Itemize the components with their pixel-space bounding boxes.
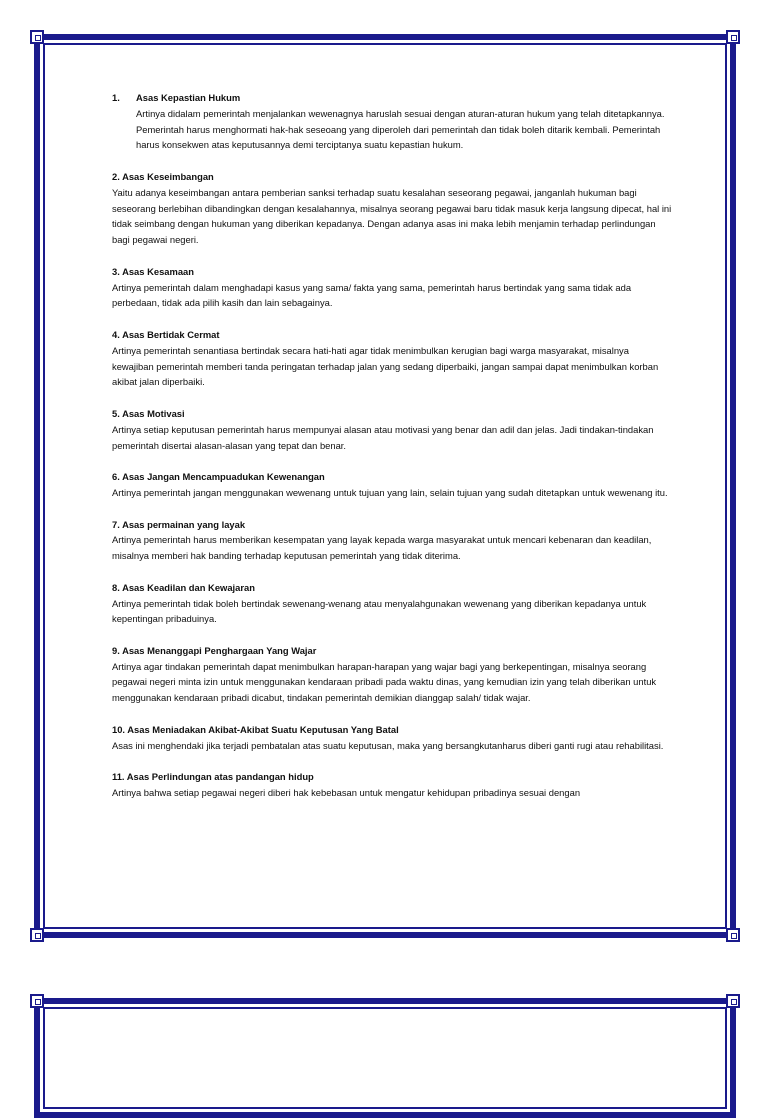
item-body: Artinya setiap keputusan pemerintah harus mempunyai alasan atau motivasi yang benar dan adil dan jelas. Jadi tindakan-tindakan pemerintah disertai alasan-alasan yang tepat dan benar. [112, 423, 654, 451]
principle-item [112, 169, 672, 248]
item-body: Artinya bahwa setiap pegawai negeri diberi hak kebebasan untuk mengatur kehidupan pribadinya sesuai dengan [112, 787, 581, 799]
corner-ornament [30, 994, 44, 1008]
item-body: Artinya pemerintah harus memberikan kesempatan yang layak kepada warga masyarakat untuk mencari kebenaran dan keadilan, misalnya memberi hak banding terhadap keputusan pemerintah yang tidak diterima. [112, 534, 652, 562]
principle-item [112, 643, 672, 706]
principle-item [112, 406, 672, 453]
page-border-inner [43, 1007, 727, 1109]
item-title: 4. Asas Bertidak Cermat [112, 328, 220, 340]
principle-item [112, 722, 672, 754]
corner-ornament [726, 928, 740, 942]
item-title: 7. Asas permainan yang layak [112, 518, 246, 530]
item-body: Artinya agar tindakan pemerintah dapat menimbulkan harapan-harapan yang wajar bagi yang berkepentingan, misalnya seorang pegawai negeri minta izin untuk menggunakan kendaraan pribadi pada waktu dinas, yang kemudian izin yang telah diberikan untuk menggunakan kendaraan pribadi dicabut, tindakan pemerintah demikian dianggap salah/ tidak wajar. [112, 660, 657, 704]
corner-ornament [30, 928, 44, 942]
item-body: Yaitu adanya keseimbangan antara pemberian sanksi terhadap suatu kesalahan seseorang pegawai, janganlah hukuman bagi seseorang berlebihan dibandingkan dengan kesalahannya, misalnya seorang pegawai baru tidak masuk kerja langsung dipecat, hal ini tidak seimbang dengan hukuman yang diberikan kepadanya. Dengan adanya asas ini maka lebih menjamin terhadap perlindungan bagi pegawai negeri. [112, 186, 672, 246]
principle-item [112, 469, 672, 501]
item-title: Asas Kepastian Hukum [136, 92, 241, 103]
item-title: 8. Asas Keadilan dan Kewajaran [112, 581, 255, 593]
item-body: Artinya pemerintah senantiasa bertindak secara hati-hati agar tidak menimbulkan kerugian bagi warga masyarakat, misalnya kewajiban pemerintah memberi tanda peringatan terhadap jalan yang sedang diperbaiki, jangan sampai dapat menimbulkan korban akibat jalan diperbaiki. [112, 344, 659, 388]
item-body: Artinya pemerintah dalam menghadapi kasus yang sama/ fakta yang sama, pemerintah harus bertindak yang sama tidak ada perbedaan, tidak ada pilih kasih dan lain sebagainya. [112, 281, 632, 309]
principle-item [112, 327, 672, 390]
principle-item [112, 517, 672, 564]
item-number: 1. [112, 92, 120, 103]
item-title: 2. Asas Keseimbangan [112, 170, 214, 182]
corner-ornament [726, 30, 740, 44]
document-body [112, 90, 672, 817]
corner-ornament [726, 994, 740, 1008]
item-body: Artinya didalam pemerintah menjalankan wewenagnya haruslah sesuai dengan aturan-aturan hukum yang telah ditetapkannya. Pemerintah harus menghormati hak-hak seseoang yang diperoleh dari pemerintah dan tidak boleh ditarik kembali. Pemerintah harus konsekwen atas keputusannya demi terciptanya suatu kepastian hukum. [136, 107, 665, 151]
item-body: Artinya pemerintah tidak boleh bertindak sewenang-wenang atau menyalahgunakan wewenang yang diberikan kepadanya untuk kepentingan pribaduinya. [112, 597, 647, 625]
item-title: 11. Asas Perlindungan atas pandangan hidup [112, 771, 314, 783]
principle-item [112, 580, 672, 627]
item-title: 9. Asas Menanggapi Penghargaan Yang Wajar [112, 644, 317, 656]
item-title: 5. Asas Motivasi [112, 407, 185, 419]
item-title: 6. Asas Jangan Mencampuadukan Kewenangan [112, 471, 325, 483]
item-title: 10. Asas Meniadakan Akibat-Akibat Suatu Keputusan Yang Batal [112, 723, 399, 735]
next-page-border [34, 998, 736, 1118]
principle-item [112, 769, 672, 801]
item-body: Artinya pemerintah jangan menggunakan wewenang untuk tujuan yang lain, selain tujuan yang sudah ditetapkan untuk wewenang itu. [112, 486, 668, 498]
principle-item [112, 264, 672, 311]
item-title: 3. Asas Kesamaan [112, 265, 194, 277]
item-body: Asas ini menghendaki jika terjadi pembatalan atas suatu keputusan, maka yang bersangkutanharus diberi ganti rugi atau rehabilitasi. [112, 739, 664, 751]
principle-item [112, 90, 672, 153]
corner-ornament [30, 30, 44, 44]
